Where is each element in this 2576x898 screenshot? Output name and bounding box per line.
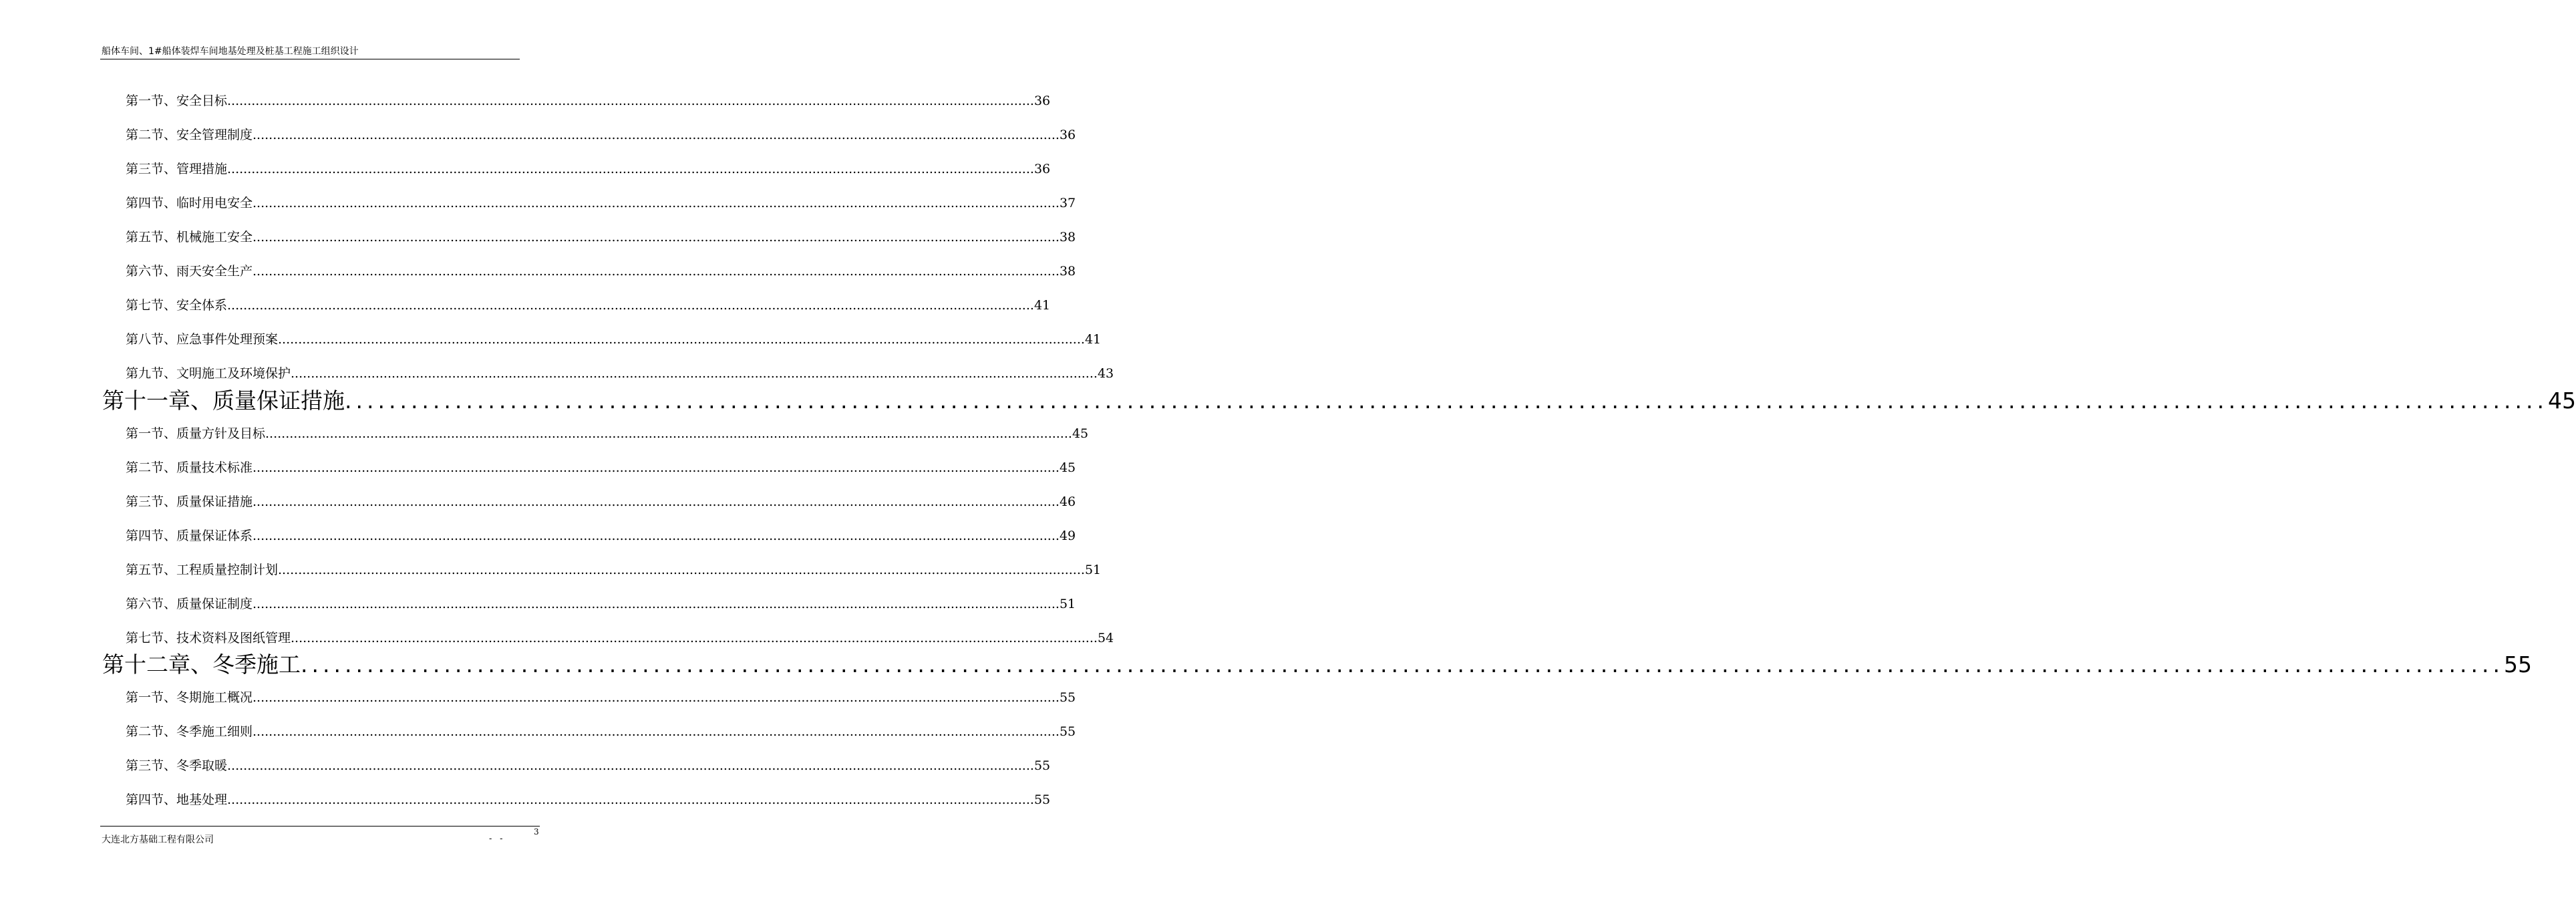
toc-entry[interactable] bbox=[126, 722, 1076, 740]
toc-leader: ........................................................................................................................................................................................................ bbox=[345, 388, 2548, 414]
toc-entry[interactable] bbox=[126, 458, 1076, 476]
toc-entry[interactable] bbox=[126, 526, 1076, 544]
toc-entry[interactable] bbox=[126, 424, 1089, 442]
toc-entry-page: 46 bbox=[1059, 494, 1076, 509]
toc-entry-page: 55 bbox=[1059, 724, 1076, 739]
toc-entry[interactable] bbox=[126, 261, 1076, 279]
toc-entry-label: 第二节、质量技术标准 bbox=[126, 460, 253, 475]
toc-leader: ........................................................................................................................................................................................................ bbox=[253, 196, 1060, 210]
toc-leader: ........................................................................................................................................................................................................ bbox=[278, 563, 1085, 577]
toc-entry[interactable] bbox=[126, 125, 1076, 143]
toc-entry-label: 第三节、冬季取暖 bbox=[126, 758, 228, 773]
toc-entry[interactable] bbox=[126, 227, 1076, 245]
toc-entry-label: 第一节、冬期施工概况 bbox=[126, 690, 253, 705]
toc-entry[interactable] bbox=[126, 688, 1076, 706]
toc-entry-page: 38 bbox=[1059, 264, 1076, 279]
toc-leader: ........................................................................................................................................................................................................ bbox=[278, 332, 1085, 347]
toc-chapter-page: 55 bbox=[2503, 651, 2532, 678]
toc-entry-label: 第八节、应急事件处理预案 bbox=[126, 332, 279, 347]
toc-leader: ........................................................................................................................................................................................................ bbox=[253, 597, 1060, 611]
toc-entry-label: 第六节、质量保证制度 bbox=[126, 597, 253, 611]
toc-entry-label: 第三节、管理措施 bbox=[126, 162, 228, 176]
footer-company: 大连北方基础工程有限公司 bbox=[102, 835, 214, 845]
toc-entry-label: 第七节、技术资料及图纸管理 bbox=[126, 631, 291, 645]
toc-entry-label: 第三节、质量保证措施 bbox=[126, 494, 253, 509]
toc-chapter-entry[interactable] bbox=[102, 384, 2576, 415]
toc-leader: ........................................................................................................................................................................................................ bbox=[291, 366, 1098, 381]
toc-leader: ........................................................................................................................................................................................................ bbox=[227, 758, 1034, 773]
toc-leader: ........................................................................................................................................................................................................ bbox=[301, 651, 2504, 678]
toc-entry[interactable] bbox=[126, 560, 1102, 578]
toc-leader: ........................................................................................................................................................................................................ bbox=[253, 460, 1060, 475]
toc-leader: ........................................................................................................................................................................................................ bbox=[227, 298, 1034, 313]
toc-entry-page: 38 bbox=[1059, 230, 1076, 245]
toc-entry[interactable] bbox=[126, 628, 1114, 646]
toc-entry-page: 45 bbox=[1072, 426, 1089, 441]
toc-entry-page: 51 bbox=[1059, 597, 1076, 611]
toc-chapter-label: 第十一章、质量保证措施 bbox=[102, 388, 345, 414]
toc-entry-page: 55 bbox=[1059, 690, 1076, 705]
toc-entry-label: 第一节、安全目标 bbox=[126, 94, 228, 108]
toc-entry-page: 36 bbox=[1033, 94, 1051, 108]
toc-entry-label: 第一节、质量方针及目标 bbox=[126, 426, 266, 441]
toc-entry-label: 第四节、临时用电安全 bbox=[126, 196, 253, 210]
toc-entry-page: 36 bbox=[1033, 162, 1051, 176]
toc-leader: ........................................................................................................................................................................................................ bbox=[253, 494, 1060, 509]
toc-entry[interactable] bbox=[126, 363, 1114, 382]
toc-entry-page: 36 bbox=[1059, 128, 1076, 142]
toc-entry-label: 第六节、雨天安全生产 bbox=[126, 264, 253, 279]
toc-entry[interactable] bbox=[126, 492, 1076, 510]
toc-leader: ........................................................................................................................................................................................................ bbox=[253, 128, 1060, 142]
toc-leader: ........................................................................................................................................................................................................ bbox=[253, 264, 1060, 279]
toc-leader: ........................................................................................................................................................................................................ bbox=[253, 724, 1060, 739]
toc-entry[interactable] bbox=[126, 91, 1051, 109]
toc-entry-label: 第二节、安全管理制度 bbox=[126, 128, 253, 142]
toc-entry-page: 55 bbox=[1033, 792, 1051, 807]
toc-entry-page: 45 bbox=[1059, 460, 1076, 475]
toc-entry-label: 第四节、地基处理 bbox=[126, 792, 228, 807]
toc-entry-page: 54 bbox=[1097, 631, 1114, 645]
toc-entry-page: 37 bbox=[1059, 196, 1076, 210]
toc-leader: ........................................................................................................................................................................................................ bbox=[253, 230, 1060, 245]
toc-leader: ........................................................................................................................................................................................................ bbox=[227, 162, 1034, 176]
toc-leader: ........................................................................................................................................................................................................ bbox=[227, 94, 1034, 108]
toc-leader: ........................................................................................................................................................................................................ bbox=[253, 690, 1060, 705]
toc-entry[interactable] bbox=[126, 159, 1051, 177]
toc-entry[interactable] bbox=[126, 295, 1051, 313]
page-number: 3 bbox=[534, 827, 539, 837]
toc-entry[interactable] bbox=[126, 790, 1051, 808]
toc-entry[interactable] bbox=[126, 756, 1051, 774]
toc-entry-label: 第九节、文明施工及环境保护 bbox=[126, 366, 291, 381]
toc-leader: ........................................................................................................................................................................................................ bbox=[253, 529, 1060, 543]
toc-entry[interactable] bbox=[126, 329, 1102, 347]
header-title: 船体车间、1#船体装焊车间地基处理及桩基工程施工组织设计 bbox=[102, 46, 359, 57]
toc-entry-label: 第五节、机械施工安全 bbox=[126, 230, 253, 245]
toc-entry-label: 第二节、冬季施工细则 bbox=[126, 724, 253, 739]
toc-chapter-entry[interactable] bbox=[102, 647, 2532, 679]
toc-entry-page: 43 bbox=[1097, 366, 1114, 381]
footer-rule bbox=[100, 826, 540, 827]
toc-chapter-page: 45 bbox=[2547, 388, 2576, 414]
toc-leader: ........................................................................................................................................................................................................ bbox=[265, 426, 1072, 441]
footer-marks: - - bbox=[489, 834, 506, 843]
toc-entry-label: 第五节、工程质量控制计划 bbox=[126, 563, 279, 577]
toc-chapter-label: 第十二章、冬季施工 bbox=[102, 651, 301, 678]
toc-leader: ........................................................................................................................................................................................................ bbox=[291, 631, 1098, 645]
toc-entry-label: 第七节、安全体系 bbox=[126, 298, 228, 313]
toc-entry[interactable] bbox=[126, 594, 1076, 612]
toc-entry-page: 41 bbox=[1084, 332, 1102, 347]
toc-entry-page: 51 bbox=[1084, 563, 1102, 577]
toc-entry-label: 第四节、质量保证体系 bbox=[126, 529, 253, 543]
toc-entry-page: 55 bbox=[1033, 758, 1051, 773]
toc-entry-page: 49 bbox=[1059, 529, 1076, 543]
toc-entry[interactable] bbox=[126, 193, 1076, 211]
toc-leader: ........................................................................................................................................................................................................ bbox=[227, 792, 1034, 807]
toc-entry-page: 41 bbox=[1033, 298, 1051, 313]
